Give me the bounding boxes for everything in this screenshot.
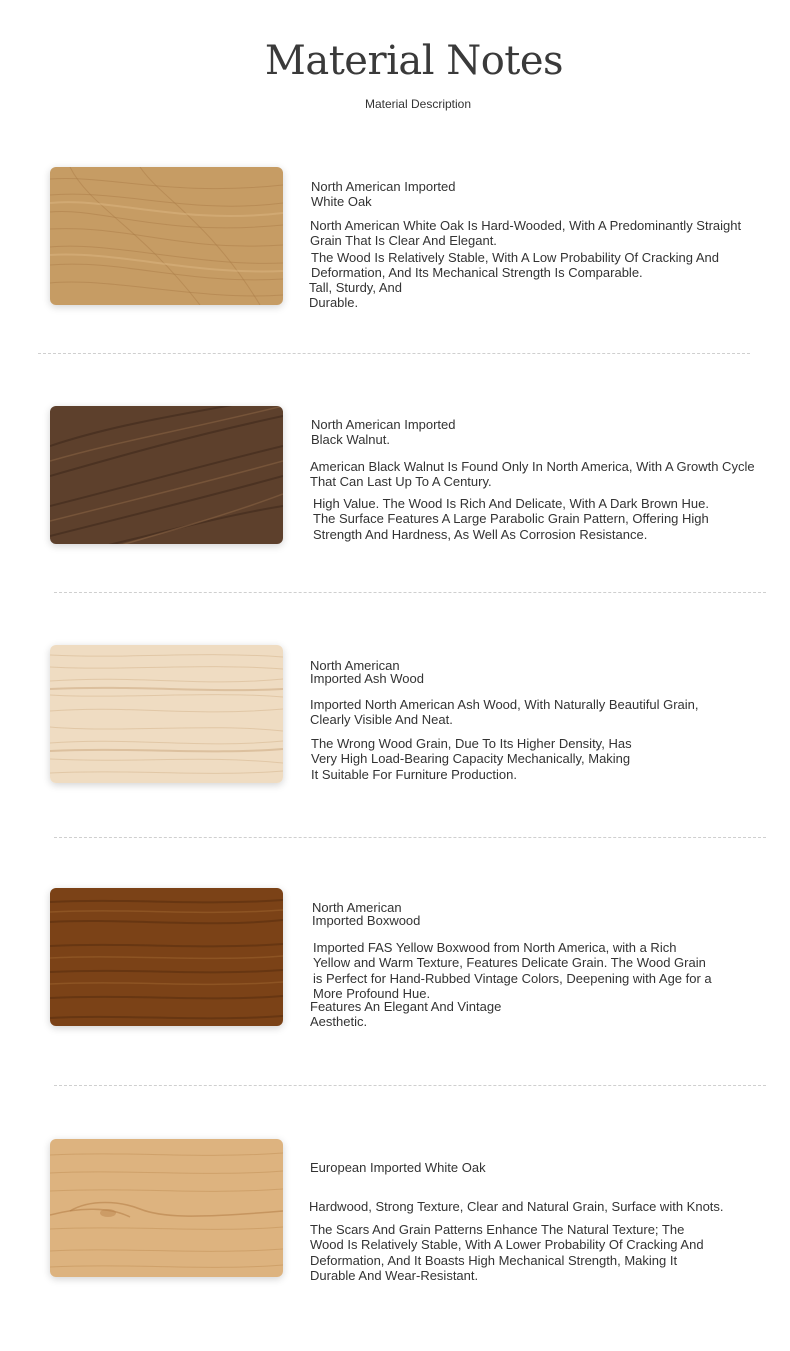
- material-1-properties: The Wood Is Relatively Stable, With A Low Probability Of Cracking And Deformation, And Its Mechanical Strength Is Comparable.: [311, 250, 720, 281]
- material-4-description: Imported FAS Yellow Boxwood from North America, with a Rich Yellow and Warm Texture, Features Delicate Grain. The Wood Grain is Perfect for Hand-Rubbed Vintage Colors, Deepening with Age for a More Profound Hue.: [313, 940, 712, 1002]
- material-3-properties: The Wrong Wood Grain, Due To Its Higher Density, Has Very High Load-Bearing Capacity Mechanically, Making It Suitable For Furniture Production.: [311, 736, 632, 782]
- page-title: Material Notes: [264, 38, 564, 84]
- material-5-properties: The Scars And Grain Patterns Enhance The Natural Texture; The Wood Is Relatively Stable, With A Lower Probability Of Cracking And Deformation, And It Boasts High Mechanical Strength, Making It Durable And Wear-Resistant.: [310, 1222, 704, 1284]
- page-subtitle: Material Description: [364, 97, 472, 111]
- material-1-description: North American White Oak Is Hard-Wooded, With A Predominantly Straight Grain That Is Clear And Elegant.: [310, 218, 742, 249]
- divider: [54, 837, 766, 838]
- material-3-description: Imported North American Ash Wood, With Naturally Beautiful Grain, Clearly Visible And Neat.: [310, 697, 699, 728]
- ash-wood-swatch: [50, 645, 283, 783]
- divider: [38, 353, 750, 354]
- boxwood-swatch: [50, 888, 283, 1026]
- material-5-description: Hardwood, Strong Texture, Clear and Natural Grain, Surface with Knots.: [309, 1199, 724, 1214]
- material-4-name: North American Imported Boxwood: [312, 900, 421, 928]
- european-white-oak-swatch: [50, 1139, 283, 1277]
- material-2-name: North American Imported Black Walnut.: [311, 417, 456, 447]
- material-1-name: North American Imported White Oak: [311, 179, 456, 209]
- material-2-description: American Black Walnut Is Found Only In North America, With A Growth Cycle That Can Last Up To A Century.: [310, 459, 755, 490]
- material-1-summary: Tall, Sturdy, And Durable.: [309, 280, 402, 311]
- white-oak-swatch: [50, 167, 283, 305]
- black-walnut-swatch: [50, 406, 283, 544]
- material-5-name: European Imported White Oak: [310, 1160, 486, 1175]
- divider: [54, 1085, 766, 1086]
- material-4-summary: Features An Elegant And Vintage Aesthetic.: [310, 999, 502, 1030]
- divider: [54, 592, 766, 593]
- material-2-properties: High Value. The Wood Is Rich And Delicate, With A Dark Brown Hue. The Surface Features A Large Parabolic Grain Pattern, Offering High Strength And Hardness, As Well As Corrosion Resistance.: [313, 496, 709, 542]
- material-3-name: North American Imported Ash Wood: [310, 658, 424, 686]
